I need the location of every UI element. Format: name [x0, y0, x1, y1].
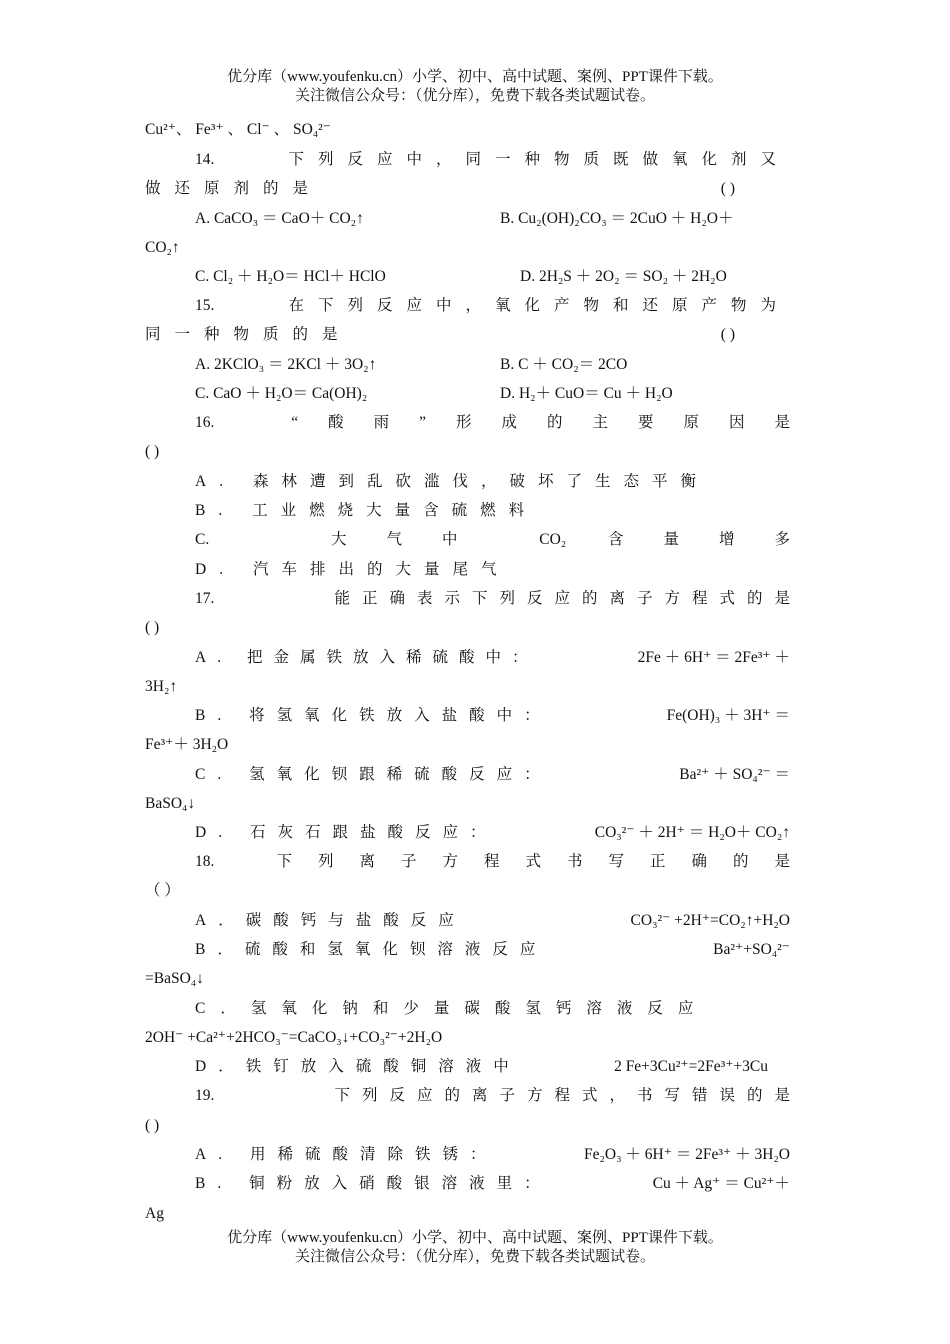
q18-stem-line [195, 852, 816, 872]
q15-option-a: A. 2KClO₃ ＝ 2KCl ＋ 3O₂↑ [195, 356, 377, 373]
q17-option-a [195, 648, 790, 668]
q18-number: 18. [195, 853, 215, 870]
q18-option-d-text: D．铁钉放入硫酸铜溶液中 [195, 1058, 521, 1075]
q19-stem: 下列反应的离子方程式，书写错误的是 [334, 1087, 802, 1104]
q17-option-c [195, 765, 790, 785]
q18-option-d-equation: 2 Fe+3Cu²⁺=2Fe³⁺+3Cu [614, 1058, 768, 1075]
q17-stem-line [195, 589, 802, 609]
q14-answer-bracket: ( ) [720, 180, 735, 197]
q14-stem-1: 下列反应中，同一种物质既做氧化剂又 [288, 151, 790, 168]
q15-option-b: B. C ＋ CO₂＝ 2CO [500, 356, 628, 373]
q15-answer-bracket: ( ) [720, 326, 735, 343]
q18-option-b-cont: =BaSO₄↓ [145, 970, 204, 987]
q16-answer-bracket: ( ) [145, 443, 160, 460]
q15-options-cd [195, 384, 790, 404]
q19-option-a-equation: Fe₂O₃ ＋ 6H⁺ ＝ 2Fe³⁺ ＋ 3H₂O [584, 1146, 790, 1163]
q16-option-c-formula: CO₂ [539, 531, 567, 548]
q18-option-c-cont: 2OH⁻ +Ca²⁺+2HCO₃⁻=CaCO₃↓+CO₃²⁻+2H₂O [145, 1029, 443, 1046]
q15-number: 15. [195, 297, 215, 314]
q15-stem-1: 在下列反应中，氧化产物和还原产物为 [288, 297, 790, 314]
q17-option-b-text: B. 将氢氧化铁放入盐酸中： [195, 707, 552, 724]
q16-option-c-text2: 含量增多 [607, 531, 830, 548]
q15-options-ab [195, 355, 790, 375]
page-footer [0, 1229, 950, 1267]
q16-option-c-label: C. [195, 531, 210, 548]
q19-option-a-text: A. 用稀硫酸清除铁锈： [195, 1146, 498, 1163]
q17-option-d-equation: CO₃²⁻ ＋ 2H⁺ ＝ H₂O＋ CO₂↑ [594, 824, 790, 841]
q17-option-c-cont: BaSO₄↓ [145, 795, 196, 812]
q14-option-c: C. Cl₂ ＋ H₂O＝ HCl＋ HClO [195, 268, 386, 285]
q15-stem-line-2 [145, 325, 790, 345]
q17-option-b-cont: Fe³⁺＋ 3H₂O [145, 736, 229, 753]
q16-number: 16. [195, 414, 215, 431]
q15-option-d: D. H₂＋ CuO＝ Cu ＋ H₂O [500, 385, 673, 402]
q16-option-c [195, 530, 830, 550]
q16-option-c-text: 大气中 [330, 531, 498, 548]
header-line-2: 关注微信公众号：（优分库），免费下载各类试题试卷。 [294, 88, 655, 104]
q17-option-d-text: D. 石灰石跟盐酸反应： [195, 824, 498, 841]
q17-option-c-text: C. 氢氧化钡跟稀硫酸反应： [195, 766, 552, 783]
q14-number: 14. [195, 151, 215, 168]
q18-option-b [195, 940, 790, 960]
q19-number: 19. [195, 1087, 215, 1104]
q19-option-a [195, 1145, 790, 1165]
intro-ions: Cu²⁺、 Fe³⁺ 、 Cl⁻ 、 SO₄²⁻ [145, 121, 331, 138]
footer-line-2: 关注微信公众号：（优分库），免费下载各类试题试卷。 [294, 1249, 655, 1265]
q14-option-b-cont: CO₂↑ [145, 239, 180, 256]
q14-stem-line-1 [195, 150, 790, 170]
q17-option-b [195, 706, 790, 726]
q19-option-b [195, 1174, 790, 1194]
q16-stem: “酸雨”形成的主要原因是 [291, 414, 820, 431]
q18-answer-bracket: （ ） [145, 882, 180, 899]
q14-options-cd [195, 267, 790, 287]
q17-option-a-cont: 3H₂↑ [145, 678, 178, 695]
q19-option-b-cont: Ag [145, 1205, 164, 1222]
q17-stem: 能正确表示下列反应的离子方程式的是 [334, 590, 802, 607]
q15-stem-2: 同一种物质的是 [145, 326, 352, 343]
q16-option-a: A. 森林遭到乱砍滥伐，破坏了生态平衡 [195, 473, 709, 490]
q19-option-b-text: B. 铜粉放入硝酸银溶液里： [195, 1175, 552, 1192]
q17-option-a-text: A. 把金属铁放入稀硫酸中： [195, 649, 539, 666]
q14-option-b: B. Cu₂(OH)₂CO₃ ＝ 2CuO ＋ H₂O＋ [500, 210, 734, 227]
q18-option-b-text: B．硫酸和氢氧化钡溶液反应 [195, 941, 548, 958]
q19-stem-line [195, 1086, 802, 1106]
q19-option-b-equation: Cu ＋ Ag⁺ ＝ Cu²⁺＋ [652, 1175, 790, 1192]
q18-option-a-text: A．碳酸钙与盐酸反应 [195, 912, 466, 929]
q14-option-a: A. CaCO₃ ＝ CaO＋ CO₂↑ [195, 210, 364, 227]
q18-option-a [195, 911, 790, 931]
q18-option-c: C．氢氧化钠和少量碳酸氢钙溶液反应 [195, 1000, 709, 1017]
q19-answer-bracket: ( ) [145, 1117, 160, 1134]
q18-option-b-equation: Ba²⁺+SO₄²⁻ [713, 941, 790, 958]
q17-option-d [195, 823, 790, 843]
q15-stem-line-1 [195, 296, 790, 316]
q18-stem: 下列离子方程式书写正确的是 [276, 853, 816, 870]
q17-option-b-equation: Fe(OH)₃ ＋ 3H⁺ ＝ [666, 707, 790, 724]
q18-option-a-equation: CO₃²⁻ +2H⁺=CO₂↑+H₂O [630, 912, 790, 929]
q14-option-d: D. 2H₂S ＋ 2O₂ ＝ SO₂ ＋ 2H₂O [520, 268, 727, 285]
q14-stem-2: 做还原剂的是 [145, 180, 323, 197]
header-line-1: 优分库（www.youfenku.cn）小学、初中、高中试题、案例、PPT课件下载。 [227, 69, 723, 85]
page-header [0, 68, 950, 106]
footer-line-1: 优分库（www.youfenku.cn）小学、初中、高中试题、案例、PPT课件下载。 [227, 1230, 723, 1246]
q17-answer-bracket: ( ) [145, 619, 160, 636]
q18-option-d [195, 1057, 790, 1077]
q17-option-a-equation: 2Fe ＋ 6H⁺ ＝ 2Fe³⁺ ＋ [637, 649, 790, 666]
q15-option-c: C. CaO ＋ H₂O＝ Ca(OH)₂ [195, 385, 368, 402]
q16-stem-line [195, 413, 820, 433]
q17-option-c-equation: Ba²⁺ ＋ SO₄²⁻ ＝ [679, 766, 790, 783]
q17-number: 17. [195, 590, 215, 607]
q16-option-b: B. 工业燃烧大量含硫燃料 [195, 502, 538, 519]
q14-options-ab [195, 209, 790, 229]
q14-stem-line-2 [145, 179, 790, 199]
q16-option-d: D. 汽车排出的大量尾气 [195, 561, 510, 578]
